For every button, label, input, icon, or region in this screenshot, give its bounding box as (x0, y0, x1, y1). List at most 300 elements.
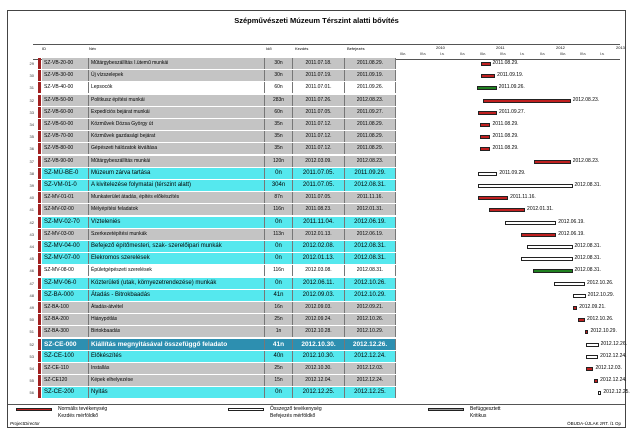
gantt-bar-label: 2012.10.26. (587, 316, 614, 323)
gantt-bar[interactable] (554, 282, 585, 286)
gantt-lane (396, 387, 630, 399)
task-name: Átadás - Bitrokbaadás (89, 290, 265, 301)
task-start: 2012.09.03. (293, 302, 345, 313)
task-duration: 120n (265, 156, 293, 167)
table-row[interactable] (8, 204, 625, 216)
gantt-bar[interactable] (594, 379, 598, 383)
table-row[interactable] (8, 107, 625, 119)
gantt-lane (396, 229, 622, 241)
table-row[interactable] (8, 95, 625, 107)
task-duration: 60n (265, 107, 293, 118)
task-id: SZ-MV-03-00 (42, 229, 89, 240)
task-end: 2012.08.23. (345, 95, 396, 106)
row-number: 53 (29, 353, 34, 359)
row-indicator (38, 58, 41, 69)
task-name: Átadás-átvétel (89, 302, 265, 313)
gantt-lane (396, 278, 622, 290)
row-indicator (38, 290, 41, 301)
gantt-bar[interactable] (478, 196, 508, 200)
gantt-bar-label: 2012.08.31. (574, 182, 601, 188)
row-number: 42 (29, 219, 34, 225)
table-row[interactable] (8, 314, 625, 326)
timeline-quarter: III.n. (480, 52, 487, 56)
row-number: 37 (29, 158, 34, 164)
task-duration: 25n (265, 314, 293, 325)
timeline-year: 2013 (616, 45, 625, 50)
table-row[interactable] (8, 339, 628, 351)
gantt-lane (396, 95, 622, 107)
legend-start-ms: Kezdés mérföldkő (58, 413, 99, 419)
gantt-lane (396, 314, 622, 326)
table-row[interactable] (8, 143, 625, 155)
task-id: SZ-VM-01-0 (42, 180, 89, 191)
task-duration: 0n (265, 241, 293, 252)
header-id: ID (42, 46, 46, 51)
task-end: 2012.06.19. (345, 229, 396, 240)
task-id: SZ-MV-02-70 (42, 217, 89, 228)
gantt-lane (396, 131, 622, 143)
task-end: 2012.08.31. (345, 253, 396, 264)
gantt-bar[interactable] (585, 330, 588, 334)
task-end: 2012.08.31. (345, 241, 396, 252)
gantt-lane (396, 265, 622, 277)
gantt-lane (396, 58, 622, 70)
row-indicator (38, 302, 41, 313)
legend-end-ms: Befejezés mérföldkő (270, 413, 316, 419)
task-start: 2012.03.09. (293, 156, 345, 167)
task-duration: 0n (265, 253, 293, 264)
row-indicator (38, 387, 41, 398)
task-name: Műtárgybeszállítás munkái (89, 156, 265, 167)
gantt-bar[interactable] (586, 367, 594, 371)
gantt-bar-label: 2011.09.29. (499, 169, 526, 176)
row-indicator (38, 95, 41, 106)
task-duration: 1n (265, 326, 293, 337)
task-id: SZ-MV-02-00 (42, 204, 89, 215)
gantt-lane (396, 168, 622, 180)
legend-done: Befüggesztett (470, 406, 501, 412)
row-number: 48 (29, 292, 34, 298)
gantt-bar[interactable] (521, 233, 556, 237)
task-name: A kivitelezése folymatai (térszint alatt) (89, 180, 265, 191)
task-name: Előkészítés (89, 351, 265, 362)
gantt-lane (396, 241, 622, 253)
task-duration: 116n (265, 204, 293, 215)
task-name: Lepsocók (89, 82, 265, 93)
task-end: 2012.10.26. (345, 278, 396, 289)
task-start: 2012.12.04. (293, 375, 345, 386)
gantt-sheet (7, 10, 630, 428)
task-id: SZ-VB-40-00 (42, 82, 89, 93)
timeline-year: 2011 (496, 45, 505, 50)
row-number: 52 (29, 341, 34, 347)
row-indicator (38, 351, 41, 362)
table-row[interactable] (8, 168, 625, 180)
task-end: 2012.12.24. (345, 375, 396, 386)
task-duration: 16n (265, 302, 293, 313)
row-indicator (38, 131, 41, 142)
row-indicator (38, 217, 41, 228)
legend-summary: Összegző tevékenység (270, 406, 322, 412)
task-start: 2011.11.04. (293, 217, 345, 228)
table-row[interactable] (8, 265, 625, 277)
timeline-quarter: IV.n. (500, 52, 507, 56)
table-row[interactable] (8, 241, 625, 253)
table-row[interactable] (8, 302, 625, 314)
gantt-bar-label: 2012.12.24. (600, 352, 627, 359)
task-id: SZ-VB-20-00 (42, 58, 89, 69)
task-duration: 0n (265, 278, 293, 289)
task-name: Műtárgybeszállítás I.ütemű munkái (89, 58, 265, 69)
task-id: SZ-CE120 (42, 375, 89, 386)
task-id: SZ-BA-000 (42, 290, 89, 301)
gantt-bar-label: 2012.12.25. (603, 389, 630, 396)
row-number: 31 (29, 85, 34, 91)
task-id: SZ-CE-200 (42, 387, 89, 398)
footer-app-name: ProjectDirector (10, 421, 40, 426)
table-row[interactable] (8, 229, 625, 241)
legend-done-swatch (428, 408, 464, 411)
task-end: 2012.09.21. (345, 302, 396, 313)
task-id: SZ-MV-07-00 (42, 253, 89, 264)
gantt-lane (396, 156, 622, 168)
gantt-bar[interactable] (586, 343, 599, 347)
task-name: Mélyépítési feladatok (89, 204, 265, 215)
gantt-bar[interactable] (586, 355, 598, 359)
timeline-quarter: I.n. (600, 52, 605, 56)
task-duration: 35n (265, 119, 293, 130)
task-duration: 87n (265, 192, 293, 203)
table-row[interactable] (8, 119, 625, 131)
page-title: Szépművészeti Múzeum Térszint alatti bővítés (234, 16, 399, 25)
row-number: 44 (29, 244, 34, 249)
gantt-bar-label: 2012.08.23. (572, 157, 600, 164)
task-duration: 60n (265, 82, 293, 93)
gantt-lane (396, 70, 622, 82)
table-row[interactable] (8, 58, 625, 70)
gantt-bar-label: 2012.08.23. (572, 96, 600, 103)
task-name: Befejező építőmesteri, szak- szerelőipari munkák (89, 241, 265, 252)
gantt-bar-label: 2012.10.29. (587, 291, 615, 298)
row-number: 38 (29, 170, 34, 176)
gantt-lane (396, 119, 622, 131)
table-row[interactable] (8, 253, 625, 265)
gantt-lane (396, 363, 622, 375)
timeline-quarter: I.n. (440, 52, 445, 56)
gantt-bar-label: 2012.12.24. (600, 377, 627, 384)
task-duration: 283n (265, 95, 293, 106)
table-row[interactable] (8, 290, 625, 302)
gantt-bar-label: 2011.08.29. (492, 121, 519, 127)
table-row[interactable] (8, 70, 625, 82)
gantt-bar-label: 2012.10.29. (590, 328, 617, 335)
task-start: 2011.07.05. (293, 107, 345, 118)
row-number: 35 (29, 134, 34, 140)
task-start: 2012.10.30. (293, 363, 345, 374)
gantt-bar[interactable] (533, 269, 572, 273)
gantt-bar-label: 2012.12.03. (595, 365, 622, 371)
task-name: Vízteleniés (89, 217, 265, 228)
task-duration: 41n (265, 339, 293, 350)
table-row[interactable] (8, 192, 625, 204)
row-indicator (38, 82, 41, 93)
row-indicator (38, 314, 41, 325)
gantt-bar[interactable] (477, 86, 496, 90)
table-row[interactable] (8, 387, 630, 399)
gantt-lane (396, 339, 628, 351)
task-name: Birtokbaadás (89, 326, 265, 337)
task-end: 2012.06.19. (345, 217, 396, 228)
gantt-bar[interactable] (598, 391, 601, 395)
gantt-bar[interactable] (483, 99, 571, 103)
gantt-lane (396, 375, 627, 387)
row-number: 49 (29, 305, 34, 310)
gantt-bar-label: 2011.09.26. (498, 84, 525, 91)
task-end: 2012.12.03. (345, 363, 396, 374)
gantt-lane (396, 143, 622, 155)
task-duration: 0n (265, 168, 293, 179)
task-end: 2012.10.29. (345, 326, 396, 337)
row-indicator (38, 192, 41, 203)
task-name: Munkaterület átadás, építés előkészítés (89, 192, 265, 203)
task-start: 2011.07.05. (293, 168, 345, 179)
task-id: SZ-VB-60-00 (42, 119, 89, 130)
legend (8, 404, 625, 423)
gantt-bar[interactable] (480, 147, 491, 151)
row-indicator (38, 204, 41, 215)
row-number: 55 (29, 378, 34, 384)
task-duration: 30n (265, 58, 293, 69)
task-start: 2011.07.12. (293, 131, 345, 142)
gantt-bar[interactable] (489, 208, 525, 212)
gantt-bar[interactable] (480, 123, 491, 127)
task-name: Installás (89, 363, 265, 374)
task-name: Nyitás (89, 387, 265, 398)
table-row[interactable] (8, 156, 625, 168)
task-end: 2011.08.29. (345, 119, 396, 130)
gantt-lane (396, 180, 622, 192)
gantt-lane (396, 204, 622, 216)
gantt-lane (396, 253, 622, 265)
task-duration: 0n (265, 387, 293, 398)
task-name: Múzeum zárva tartása (89, 168, 265, 179)
task-name: Gépészeti hálózatok kiváltása (89, 143, 265, 154)
task-id: SZ-VB-70-00 (42, 131, 89, 142)
row-number: 39 (29, 183, 34, 188)
row-number: 54 (29, 366, 34, 371)
task-start: 2011.07.19. (293, 70, 345, 81)
task-name: Képek elhelyezése (89, 375, 265, 386)
gantt-bar[interactable] (478, 111, 497, 115)
task-end: 2012.10.29. (345, 290, 396, 301)
gantt-bar[interactable] (480, 135, 491, 139)
gantt-bar[interactable] (478, 184, 572, 188)
task-end: 2011.11.16. (345, 192, 396, 203)
gantt-bar-label: 2012.10.26. (587, 279, 614, 286)
table-row[interactable] (8, 375, 625, 387)
timeline-quarter: IV.n. (420, 52, 427, 56)
row-indicator (38, 363, 41, 374)
timeline-year: 2010 (436, 45, 445, 50)
gantt-bar[interactable] (527, 245, 573, 249)
header-end: Befejezés (347, 46, 365, 51)
row-indicator (38, 375, 41, 386)
legend-summary-swatch (228, 408, 264, 411)
task-name: Expedíciós bejárat munkái (89, 107, 265, 118)
task-id: SZ-CE-100 (42, 351, 89, 362)
task-id: SZ-MV-04-00 (42, 241, 89, 252)
gantt-bar[interactable] (521, 257, 572, 261)
task-start: 2012.12.25. (293, 387, 345, 398)
task-duration: 304n (265, 180, 293, 191)
table-row[interactable] (8, 326, 625, 338)
timeline-quarter: III.n. (560, 52, 567, 56)
task-id: SZ-CE-110 (42, 363, 89, 374)
row-indicator (38, 339, 41, 350)
task-start: 2012.10.30. (293, 339, 345, 350)
task-end: 2012.08.31. (345, 265, 396, 276)
task-end: 2012.10.26. (345, 314, 396, 325)
task-name: Épületgépészeti szerelések (89, 265, 265, 276)
task-duration: 35n (265, 131, 293, 142)
gantt-lane (396, 351, 627, 363)
task-duration: 25n (265, 363, 293, 374)
task-start: 2011.07.12. (293, 143, 345, 154)
gantt-bar-label: 2012.08.31. (574, 255, 601, 262)
table-row[interactable] (8, 351, 625, 363)
gantt-bar[interactable] (478, 172, 497, 176)
row-number: 40 (29, 195, 34, 201)
table-row[interactable] (8, 217, 625, 229)
task-id: SZ-VB-60-00 (42, 107, 89, 118)
table-row[interactable] (8, 82, 625, 94)
gantt-bar[interactable] (534, 160, 571, 164)
gantt-bar-label: 2011.08.29. (492, 133, 519, 140)
task-name: Új vízszelepek (89, 70, 265, 81)
task-end: 2011.09.19. (345, 70, 396, 81)
task-id: SZ-VB-80-00 (42, 143, 89, 154)
gantt-bar-label: 2012.08.31. (574, 267, 601, 274)
gantt-bar-label: 2012.06.19. (558, 230, 585, 237)
task-id: SZ-BA-100 (42, 302, 89, 313)
gantt-lane (396, 107, 622, 119)
gantt-bar[interactable] (481, 62, 490, 66)
gantt-lane (396, 82, 622, 94)
task-start: 2012.09.03. (293, 290, 345, 301)
row-indicator (38, 143, 41, 154)
task-name: Közművek gazdasági bejárat (89, 131, 265, 142)
task-start: 2011.07.12. (293, 119, 345, 130)
row-number: 50 (29, 317, 34, 323)
task-duration: 41n (265, 290, 293, 301)
gantt-bar-label: 2012.06.19. (558, 218, 585, 225)
task-end: 2012.08.31. (345, 180, 396, 191)
row-number: 33 (29, 109, 34, 115)
task-id: SZ-VB-30-00 (42, 70, 89, 81)
task-name: Elekromos szerelések (89, 253, 265, 264)
task-end: 2011.09.27. (345, 107, 396, 118)
row-number: 45 (29, 256, 34, 262)
task-start: 2012.01.13. (293, 229, 345, 240)
row-indicator (38, 156, 41, 167)
gantt-bar-label: 2012.01.31. (527, 206, 554, 213)
task-start: 2012.10.28. (293, 326, 345, 337)
table-row[interactable] (8, 363, 625, 375)
row-number: 32 (29, 97, 34, 103)
gantt-lane (396, 326, 622, 338)
header-name: Név (89, 46, 97, 51)
task-name: Hiánypótlás (89, 314, 265, 325)
timeline-quarter: III.n. (400, 52, 407, 56)
task-start: 2011.07.05. (293, 180, 345, 191)
row-number: 36 (29, 146, 34, 152)
timeline-quarter: II.n. (540, 52, 546, 56)
legend-normal-swatch (16, 408, 52, 411)
task-duration: 30n (265, 70, 293, 81)
task-duration: 116n (265, 265, 293, 276)
legend-normal: Normális tevékenység (58, 406, 108, 412)
task-end: 2011.09.26. (345, 82, 396, 93)
task-name: Közművek Dózsa György út (89, 119, 265, 130)
task-id: SZ-MV-06-0 (42, 278, 89, 289)
row-indicator (38, 70, 41, 81)
gantt-bar[interactable] (578, 318, 585, 322)
gantt-bar[interactable] (481, 74, 495, 78)
table-row[interactable] (8, 278, 625, 290)
gantt-bar-label: 2012.09.21. (579, 304, 606, 310)
table-row[interactable] (8, 180, 625, 192)
row-indicator (38, 168, 41, 179)
task-start: 2011.07.01. (293, 82, 345, 93)
task-end: 2011.08.29. (345, 143, 396, 154)
task-name: Politkusz építési munkái (89, 95, 265, 106)
row-number: 56 (29, 390, 34, 396)
task-start: 2011.08.23. (293, 204, 345, 215)
task-duration: 40n (265, 351, 293, 362)
task-start: 2011.07.18. (293, 58, 345, 69)
gantt-lane (396, 192, 622, 204)
task-duration: 113n (265, 229, 293, 240)
gantt-bar[interactable] (573, 306, 577, 310)
row-number: 47 (29, 280, 34, 286)
table-row[interactable] (8, 131, 625, 143)
task-start: 2012.02.08. (293, 241, 345, 252)
gantt-bar-label: 2011.08.29. (492, 145, 519, 152)
row-indicator (38, 241, 41, 252)
task-name: Kiállítás megnyitásával összefüggő feladato (89, 339, 265, 350)
timeline-quarter: IV.n. (580, 52, 587, 56)
gantt-bar[interactable] (573, 294, 585, 298)
task-start: 2012.03.08. (293, 265, 345, 276)
task-id: SZ-BA-300 (42, 326, 89, 337)
gantt-bar[interactable] (505, 221, 556, 225)
task-id: SZ-CE-000 (42, 339, 89, 350)
task-name: Közterületi (utak, környezetrendezése) munkák (89, 278, 265, 289)
row-number: 43 (29, 231, 34, 237)
task-start: 2011.07.05. (293, 192, 345, 203)
task-end: 2012.01.31. (345, 204, 396, 215)
legend-critical: Kritikus (470, 413, 487, 419)
row-indicator (38, 253, 41, 264)
task-end: 2012.12.24. (345, 351, 396, 362)
task-start: 2012.10.30. (293, 351, 345, 362)
task-start: 2012.09.24. (293, 314, 345, 325)
gantt-bar-label: 2012.08.31. (574, 243, 601, 249)
task-duration: 35n (265, 143, 293, 154)
header-duration: Idő (266, 46, 272, 51)
task-id: SZ-BA-200 (42, 314, 89, 325)
header-start: Kezdés (295, 46, 309, 51)
